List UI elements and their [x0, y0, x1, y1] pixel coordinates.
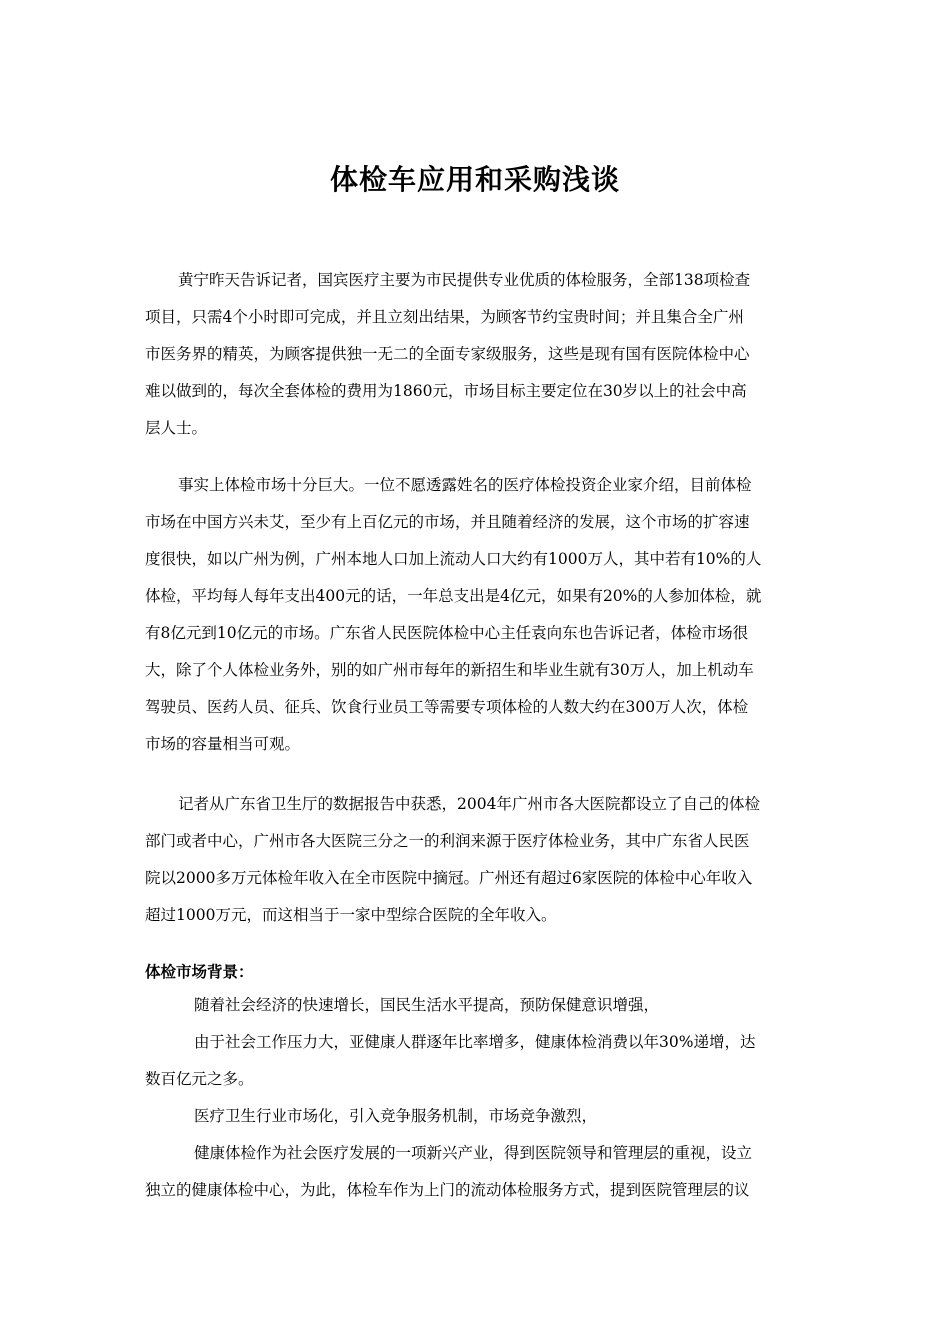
background-line: 随着社会经济的快速增长，国民生活水平提高，预防保健意识增强，: [194, 996, 660, 1014]
background-line: 数百亿元之多。: [145, 1070, 254, 1088]
paragraph-line: 大，除了个人体检业务外，别的如广州市每年的新招生和毕业生就有30万人，加上机动车: [145, 661, 754, 679]
paragraph-2: [145, 467, 809, 763]
background-line: 独立的健康体检中心，为此，体检车作为上门的流动体检服务方式，提到医院管理层的议: [145, 1181, 750, 1199]
paragraph-1: [145, 262, 809, 447]
paragraph-line: 层人士。: [145, 419, 208, 437]
paragraph-line: 记者从广东省卫生厅的数据报告中获悉，2004年广州市各大医院都设立了自己的体检: [178, 795, 760, 813]
background-line: 健康体检作为社会医疗发展的一项新兴产业，得到医院领导和管理层的重视，设立: [194, 1144, 753, 1162]
paragraph-line: 市场在中国方兴未艾，至少有上百亿元的市场，并且随着经济的发展，这个市场的扩容速: [145, 513, 750, 531]
background-line: 由于社会工作压力大，亚健康人群逐年比率增多，健康体检消费以年30%递增，达: [194, 1033, 756, 1051]
paragraph-line: 度很快，如以广州为例，广州本地人口加上流动人口大约有1000万人，其中若有10%的人: [145, 550, 762, 568]
paragraph-line: 有8亿元到10亿元的市场。广东省人民医院体检中心主任袁向东也告诉记者，体检市场很: [145, 624, 749, 642]
paragraph-line: 事实上体检市场十分巨大。一位不愿透露姓名的医疗体检投资企业家介绍，目前体检: [178, 476, 752, 494]
paragraph-line: 市场的容量相当可观。: [145, 735, 301, 753]
paragraph-line: 驾驶员、医药人员、征兵、饮食行业员工等需要专项体检的人数大约在300万人次，体检: [145, 698, 749, 716]
paragraph-line: 体检，平均每人每年支出400元的话，一年总支出是4亿元，如果有20%的人参加体检，就: [145, 587, 762, 605]
paragraph-line: 难以做到的，每次全套体检的费用为1860元，市场目标主要定位在30岁以上的社会中高: [145, 382, 747, 400]
section-heading: 体检市场背景：: [145, 963, 254, 981]
paragraph-line: 市医务界的精英，为顾客提供独一无二的全面专家级服务，这些是现有国有医院体检中心: [145, 345, 750, 363]
paragraph-line: 黄宁昨天告诉记者，国宾医疗主要为市民提供专业优质的体检服务，全部138项检查: [178, 271, 751, 289]
background-line: 医疗卫生行业市场化，引入竞争服务机制，市场竞争激烈，: [194, 1107, 598, 1125]
document-title: 体检车应用和采购浅谈: [329, 163, 620, 196]
background-list: [145, 987, 809, 1209]
paragraph-line: 超过1000万元，而这相当于一家中型综合医院的全年收入。: [145, 906, 557, 924]
paragraph-line: 项目，只需4个小时即可完成，并且立刻出结果，为顾客节约宝贵时间；并且集合全广州: [145, 308, 744, 326]
paragraph-line: 院以2000多万元体检年收入在全市医院中摘冠。广州还有超过6家医院的体检中心年收入: [145, 869, 753, 887]
paragraph-3: [145, 786, 809, 934]
paragraph-line: 部门或者中心，广州市各大医院三分之一的利润来源于医疗体检业务，其中广东省人民医: [145, 832, 750, 850]
